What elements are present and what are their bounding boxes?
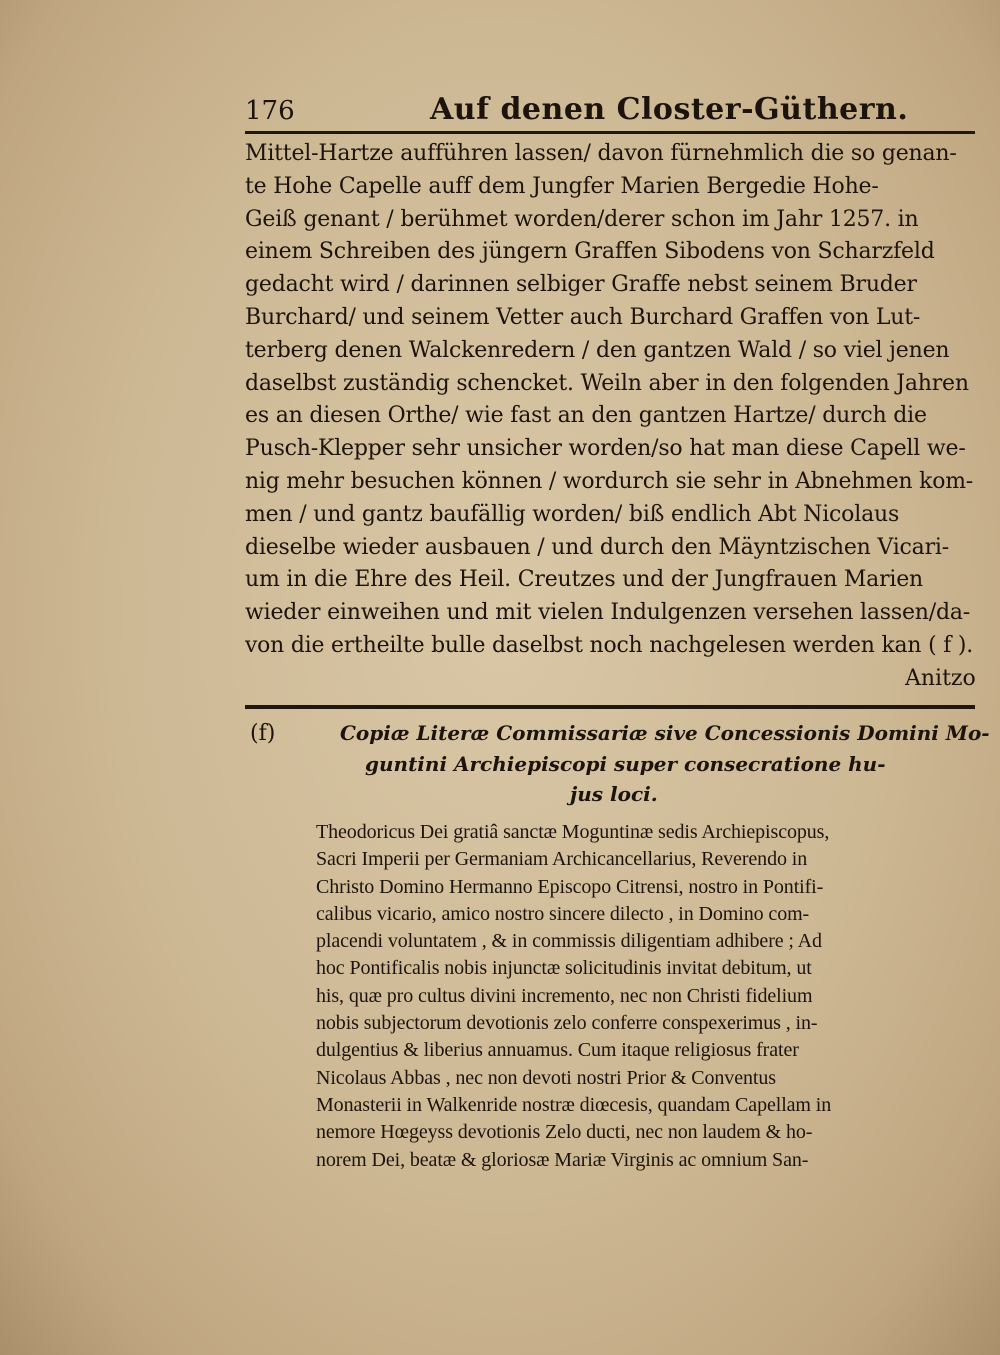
page-header <box>245 92 975 132</box>
running-head: Auf denen Closter-Güthern. <box>430 92 909 127</box>
text-line: dieselbe wieder ausbauen / und durch den Mäyntzischen Vicari- <box>245 534 949 560</box>
footnote-line: calibus vicario, amico nostro sincere dilecto , in Domino com- <box>316 902 810 925</box>
footnote-line: Christo Domino Hermanno Episcopo Citrensi, nostro in Pontifi- <box>316 875 824 898</box>
footnote-rule <box>245 705 975 709</box>
text-line: terberg denen Walckenredern / den gantzen Wald / so viel jenen <box>245 337 950 363</box>
footnote-line: Sacri Imperii per Germaniam Archicancellarius, Reverendo in <box>316 848 808 871</box>
footnote-title <box>250 718 990 809</box>
header-rule <box>245 131 975 134</box>
text-line: von die ertheilte bulle daselbst noch nachgelesen werden kan ( f ). <box>245 632 973 658</box>
catchword: Anitzo <box>905 666 976 691</box>
text-line: gedacht wird / darinnen selbiger Graffe nebst seinem Bruder <box>245 272 917 298</box>
footnote <box>250 718 990 1174</box>
footnote-line: norem Dei, beatæ & gloriosæ Mariæ Virginis ac omnium San- <box>316 1148 809 1171</box>
text-line: Burchard/ und seinem Vetter auch Burchard Graffen von Lut- <box>245 304 921 330</box>
footnote-title-line <box>250 718 990 749</box>
footnote-line: hoc Pontificalis nobis injunctæ solicitudinis invitat debitum, ut <box>316 957 812 980</box>
footnote-line: his, quæ pro cultus divini incremento, nec non Christi fidelium <box>316 984 813 1007</box>
text-line: daselbst zuständig schencket. Weiln aber in den folgenden Jahren <box>245 370 969 396</box>
footnote-line: Monasterii in Walkenride nostræ diœcesis, quandam Capellam in <box>316 1093 832 1116</box>
text-line: Geiß genant / berühmet worden/derer schon im Jahr 1257. in <box>245 206 919 232</box>
text-line: Mittel-Hartze aufführen lassen/ davon fürnehmlich die so genan- <box>245 141 957 166</box>
page-number: 176 <box>245 96 295 126</box>
text-line: men / und gantz baufällig worden/ biß endlich Abt Nicolaus <box>245 501 900 527</box>
footnote-line: nobis subjectorum devotionis zelo conferre conspexerimus , in- <box>316 1012 818 1035</box>
text-line: einem Schreiben des jüngern Graffen Sibodens von Scharzfeld <box>245 239 935 265</box>
text-line: te Hohe Capelle auff dem Jungfer Marien Bergedie Hohe- <box>245 173 879 199</box>
footnote-line: nemore Hœgeyss devotionis Zelo ducti, nec non laudem & ho- <box>316 1121 813 1144</box>
main-text-block <box>245 138 975 663</box>
footnote-line: Nicolaus Abbas , nec non devoti nostri Prior & Conventus <box>316 1066 776 1089</box>
footnote-line: placendi voluntatem , & in commissis diligentiam adhibere ; Ad <box>316 930 822 953</box>
text-line: nig mehr besuchen können / wordurch sie sehr in Abnehmen kom- <box>245 468 973 494</box>
footnote-title-line: jus loci. <box>570 782 658 806</box>
footnote-body <box>250 819 975 1174</box>
footnote-title-line: guntini Archiepiscopi super consecratione hu- <box>365 752 886 776</box>
text-line: es an diesen Orthe/ wie fast an den gantzen Hartze/ durch die <box>245 403 927 429</box>
text-line: wieder einweihen und mit vielen Indulgenzen versehen lassen/da- <box>245 600 970 626</box>
text-line: Pusch-Klepper sehr unsicher worden/so hat man diese Capell we- <box>245 436 966 462</box>
footnote-marker: (f) <box>250 721 276 746</box>
footnote-line: Theodoricus Dei gratiâ sanctæ Moguntinæ sedis Archiepiscopus, <box>316 821 830 843</box>
text-line: um in die Ehre des Heil. Creutzes und der Jungfrauen Marien <box>245 567 924 593</box>
footnote-line: dulgentius & liberius annuamus. Cum itaque religiosus frater <box>316 1039 799 1062</box>
footnote-title-text: Copiæ Literæ Commissariæ sive Concessionis Domini Mo- <box>340 721 990 745</box>
